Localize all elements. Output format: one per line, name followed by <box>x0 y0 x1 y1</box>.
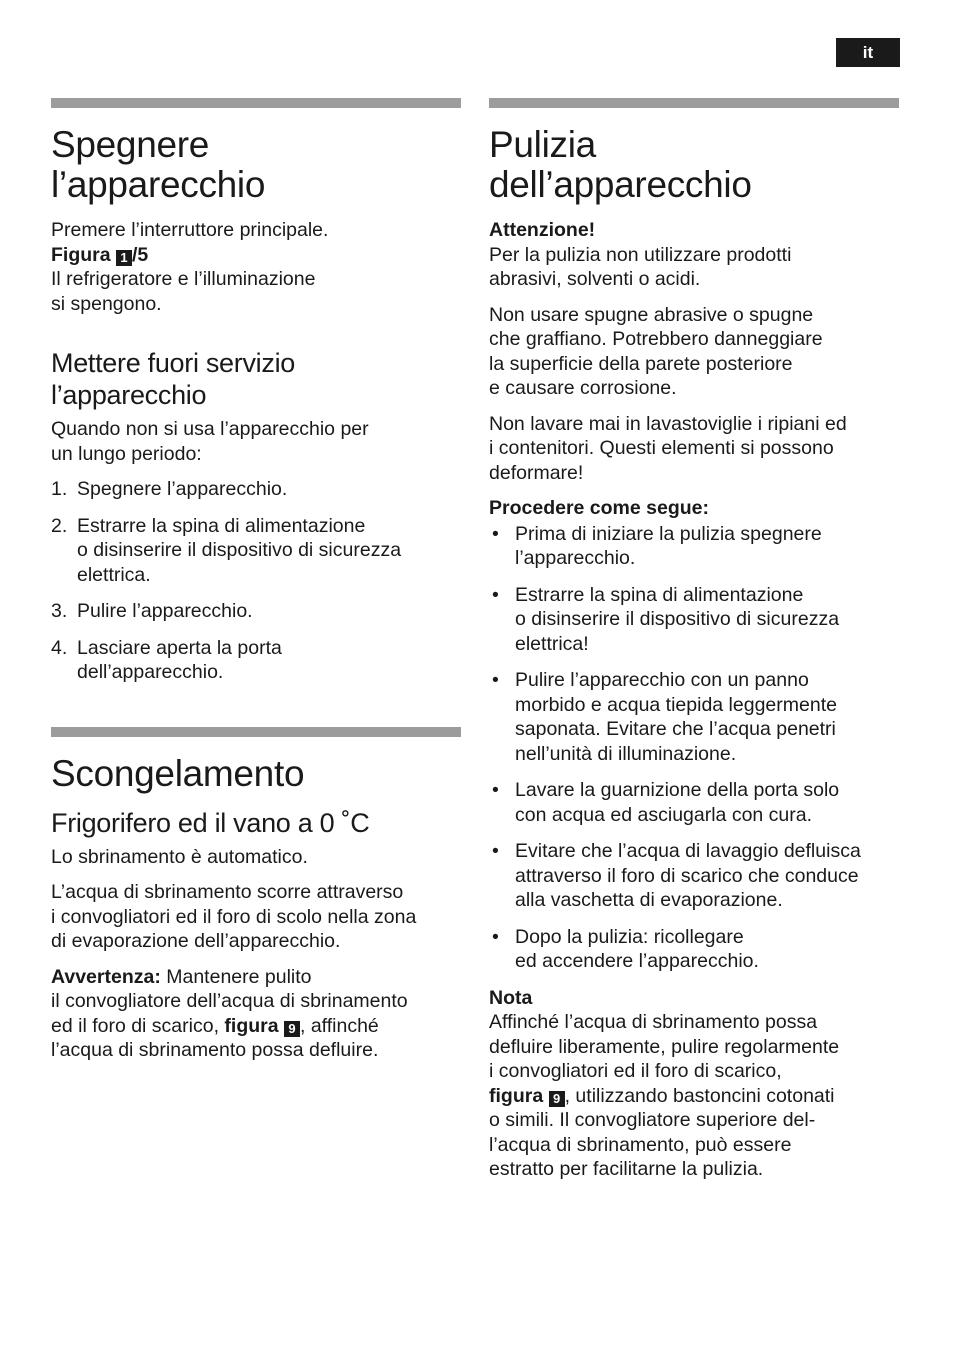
right-column <box>489 98 899 1193</box>
section-rule <box>51 727 461 737</box>
procedure-label: Procedere come segue: <box>489 497 710 519</box>
switch-off-text <box>51 218 461 316</box>
figure-number-badge: 1 <box>116 250 132 266</box>
title-line: Spegnere <box>51 124 210 165</box>
note-text <box>489 1010 899 1182</box>
text-line: Premere l’interruttore principale. <box>51 219 329 241</box>
section-title-cleaning <box>489 125 899 205</box>
list-item <box>489 925 899 974</box>
text-line: e causare corrosione. <box>489 377 677 399</box>
text-line: l’acqua di sbrinamento, può essere <box>489 1133 792 1156</box>
cleaning-warning-text <box>489 243 899 292</box>
language-tag: it <box>836 38 900 67</box>
list-item <box>489 583 899 657</box>
text-line: di evaporazione dell’apparecchio. <box>51 930 341 952</box>
defrost-warning-text <box>51 965 461 1063</box>
text-line: ed il foro di scarico, <box>51 1014 225 1037</box>
text-line: dell’apparecchio. <box>77 661 224 683</box>
text-line: Evitare che l’acqua di lavaggio defluisca <box>515 840 861 862</box>
attention-label: Attenzione! <box>489 219 596 241</box>
warning-label: Avvertenza: <box>51 965 161 988</box>
text-line: Dopo la pulizia: ricollegare <box>515 925 744 948</box>
decommission-intro <box>51 417 461 466</box>
dishwasher-warning-text <box>489 412 899 486</box>
text-line: L’acqua di sbrinamento scorre attraverso <box>51 881 404 903</box>
step-number: 1. <box>51 478 68 500</box>
defrost-water-text <box>51 880 461 954</box>
title-line: dell’apparecchio <box>489 164 752 205</box>
sponge-warning-text <box>489 303 899 401</box>
text-line: i contenitori. Questi elementi si possono <box>489 437 834 459</box>
text-line: il convogliatore dell’acqua di sbrinamento <box>51 990 408 1012</box>
text-line: Il refrigeratore e l’illuminazione <box>51 268 316 290</box>
text-line: l’apparecchio. <box>515 547 636 569</box>
section-title-switch-off <box>51 125 461 205</box>
step-number: 4. <box>51 636 68 659</box>
note-label: Nota <box>489 986 533 1009</box>
list-item <box>51 477 461 502</box>
text-line: defluire liberamente, pulire regolarmente <box>489 1035 840 1058</box>
text-line: ed accendere l’apparecchio. <box>515 950 759 972</box>
cleaning-steps <box>489 522 899 974</box>
decommission-steps <box>51 477 461 685</box>
title-line: l’apparecchio <box>51 164 266 205</box>
section-rule <box>51 98 461 108</box>
figure-number-badge: 9 <box>549 1091 565 1107</box>
text-line: Estrarre la spina di alimentazione <box>77 514 366 537</box>
left-column <box>51 98 461 1074</box>
text-line: Lasciare aperta la porta <box>77 636 282 659</box>
text-line: Lavare la guarnizione della porta solo <box>515 779 840 801</box>
text-line: Quando non si usa l’apparecchio per <box>51 418 369 440</box>
list-item <box>51 599 461 624</box>
title-line: l’apparecchio <box>51 380 207 410</box>
text-line: Pulire l’apparecchio con un panno <box>515 669 809 691</box>
defrost-automatic-text: Lo sbrinamento è automatico. <box>51 845 308 868</box>
subsection-title-decommission <box>51 347 461 411</box>
list-item <box>51 514 461 588</box>
text-line: nell’unità di illuminazione. <box>515 742 737 765</box>
text-line: Affinché l’acqua di sbrinamento possa <box>489 1011 818 1033</box>
list-item <box>51 636 461 685</box>
figure-ref-label: figura <box>224 1014 279 1037</box>
bullet-icon: • <box>492 840 499 862</box>
text-line: elettrica! <box>515 632 589 655</box>
subsection-title-fridge-zero: Frigorifero ed il vano a 0 ˚C <box>51 807 370 838</box>
text-line: o simili. Il convogliatore superiore del- <box>489 1109 816 1131</box>
text-line: che graffiano. Potrebbero danneggiare <box>489 328 823 350</box>
text-line: Mantenere pulito <box>160 965 312 988</box>
text-line: morbido e acqua tiepida leggermente <box>515 693 837 716</box>
text-line: i convogliatori ed il foro di scarico, <box>489 1060 782 1082</box>
text-line: o disinserire il dispositivo di sicurezza <box>77 539 402 561</box>
figure-ref-label: Figura <box>51 243 111 266</box>
text-line: alla vaschetta di evaporazione. <box>515 889 783 911</box>
text-line: estratto per facilitarne la pulizia. <box>489 1158 764 1180</box>
text-line: Estrarre la spina di alimentazione <box>515 583 804 606</box>
bullet-icon: • <box>492 522 499 545</box>
bullet-icon: • <box>492 583 499 606</box>
text-line: Per la pulizia non utilizzare prodotti <box>489 243 792 266</box>
figure-ref-label: figura <box>489 1084 544 1107</box>
text-line: abrasivi, solventi o acidi. <box>489 268 701 290</box>
text-line: o disinserire il dispositivo di sicurezza <box>515 608 840 630</box>
figure-ref-suffix: /5 <box>132 243 149 266</box>
text-line: si spengono. <box>51 292 162 315</box>
bullet-icon: • <box>492 779 499 801</box>
text-line: la superficie della parete posteriore <box>489 352 793 375</box>
list-item <box>489 522 899 571</box>
text-line: un lungo periodo: <box>51 442 202 465</box>
text-line: , utilizzando bastoncini cotonati <box>564 1084 835 1107</box>
text-line: elettrica. <box>77 563 151 586</box>
text-line: Prima di iniziare la pulizia spegnere <box>515 522 822 545</box>
title-line: Pulizia <box>489 124 596 165</box>
text-line: Non usare spugne abrasive o spugne <box>489 303 814 326</box>
text-line: saponata. Evitare che l’acqua penetri <box>515 718 836 740</box>
list-item <box>489 839 899 913</box>
title-line: Mettere fuori servizio <box>51 348 295 378</box>
text-line: Spegnere l’apparecchio. <box>77 478 288 500</box>
text-line: i convogliatori ed il foro di scolo nella zona <box>51 905 417 928</box>
list-item <box>489 778 899 827</box>
section-rule <box>489 98 899 108</box>
step-number: 2. <box>51 514 68 537</box>
text-line: , affinché <box>300 1014 379 1037</box>
text-line: attraverso il foro di scarico che conduce <box>515 864 859 887</box>
text-line: deformare! <box>489 461 584 484</box>
text-line: Pulire l’apparecchio. <box>77 600 253 622</box>
text-line: l’acqua di sbrinamento possa defluire. <box>51 1039 379 1061</box>
section-title-defrosting: Scongelamento <box>51 752 305 794</box>
step-number: 3. <box>51 600 68 622</box>
list-item <box>489 668 899 766</box>
figure-number-badge: 9 <box>284 1021 300 1037</box>
text-line: Non lavare mai in lavastoviglie i ripiani ed <box>489 412 847 435</box>
text-line: con acqua ed asciugarla con cura. <box>515 803 813 826</box>
bullet-icon: • <box>492 669 499 691</box>
bullet-icon: • <box>492 925 499 948</box>
